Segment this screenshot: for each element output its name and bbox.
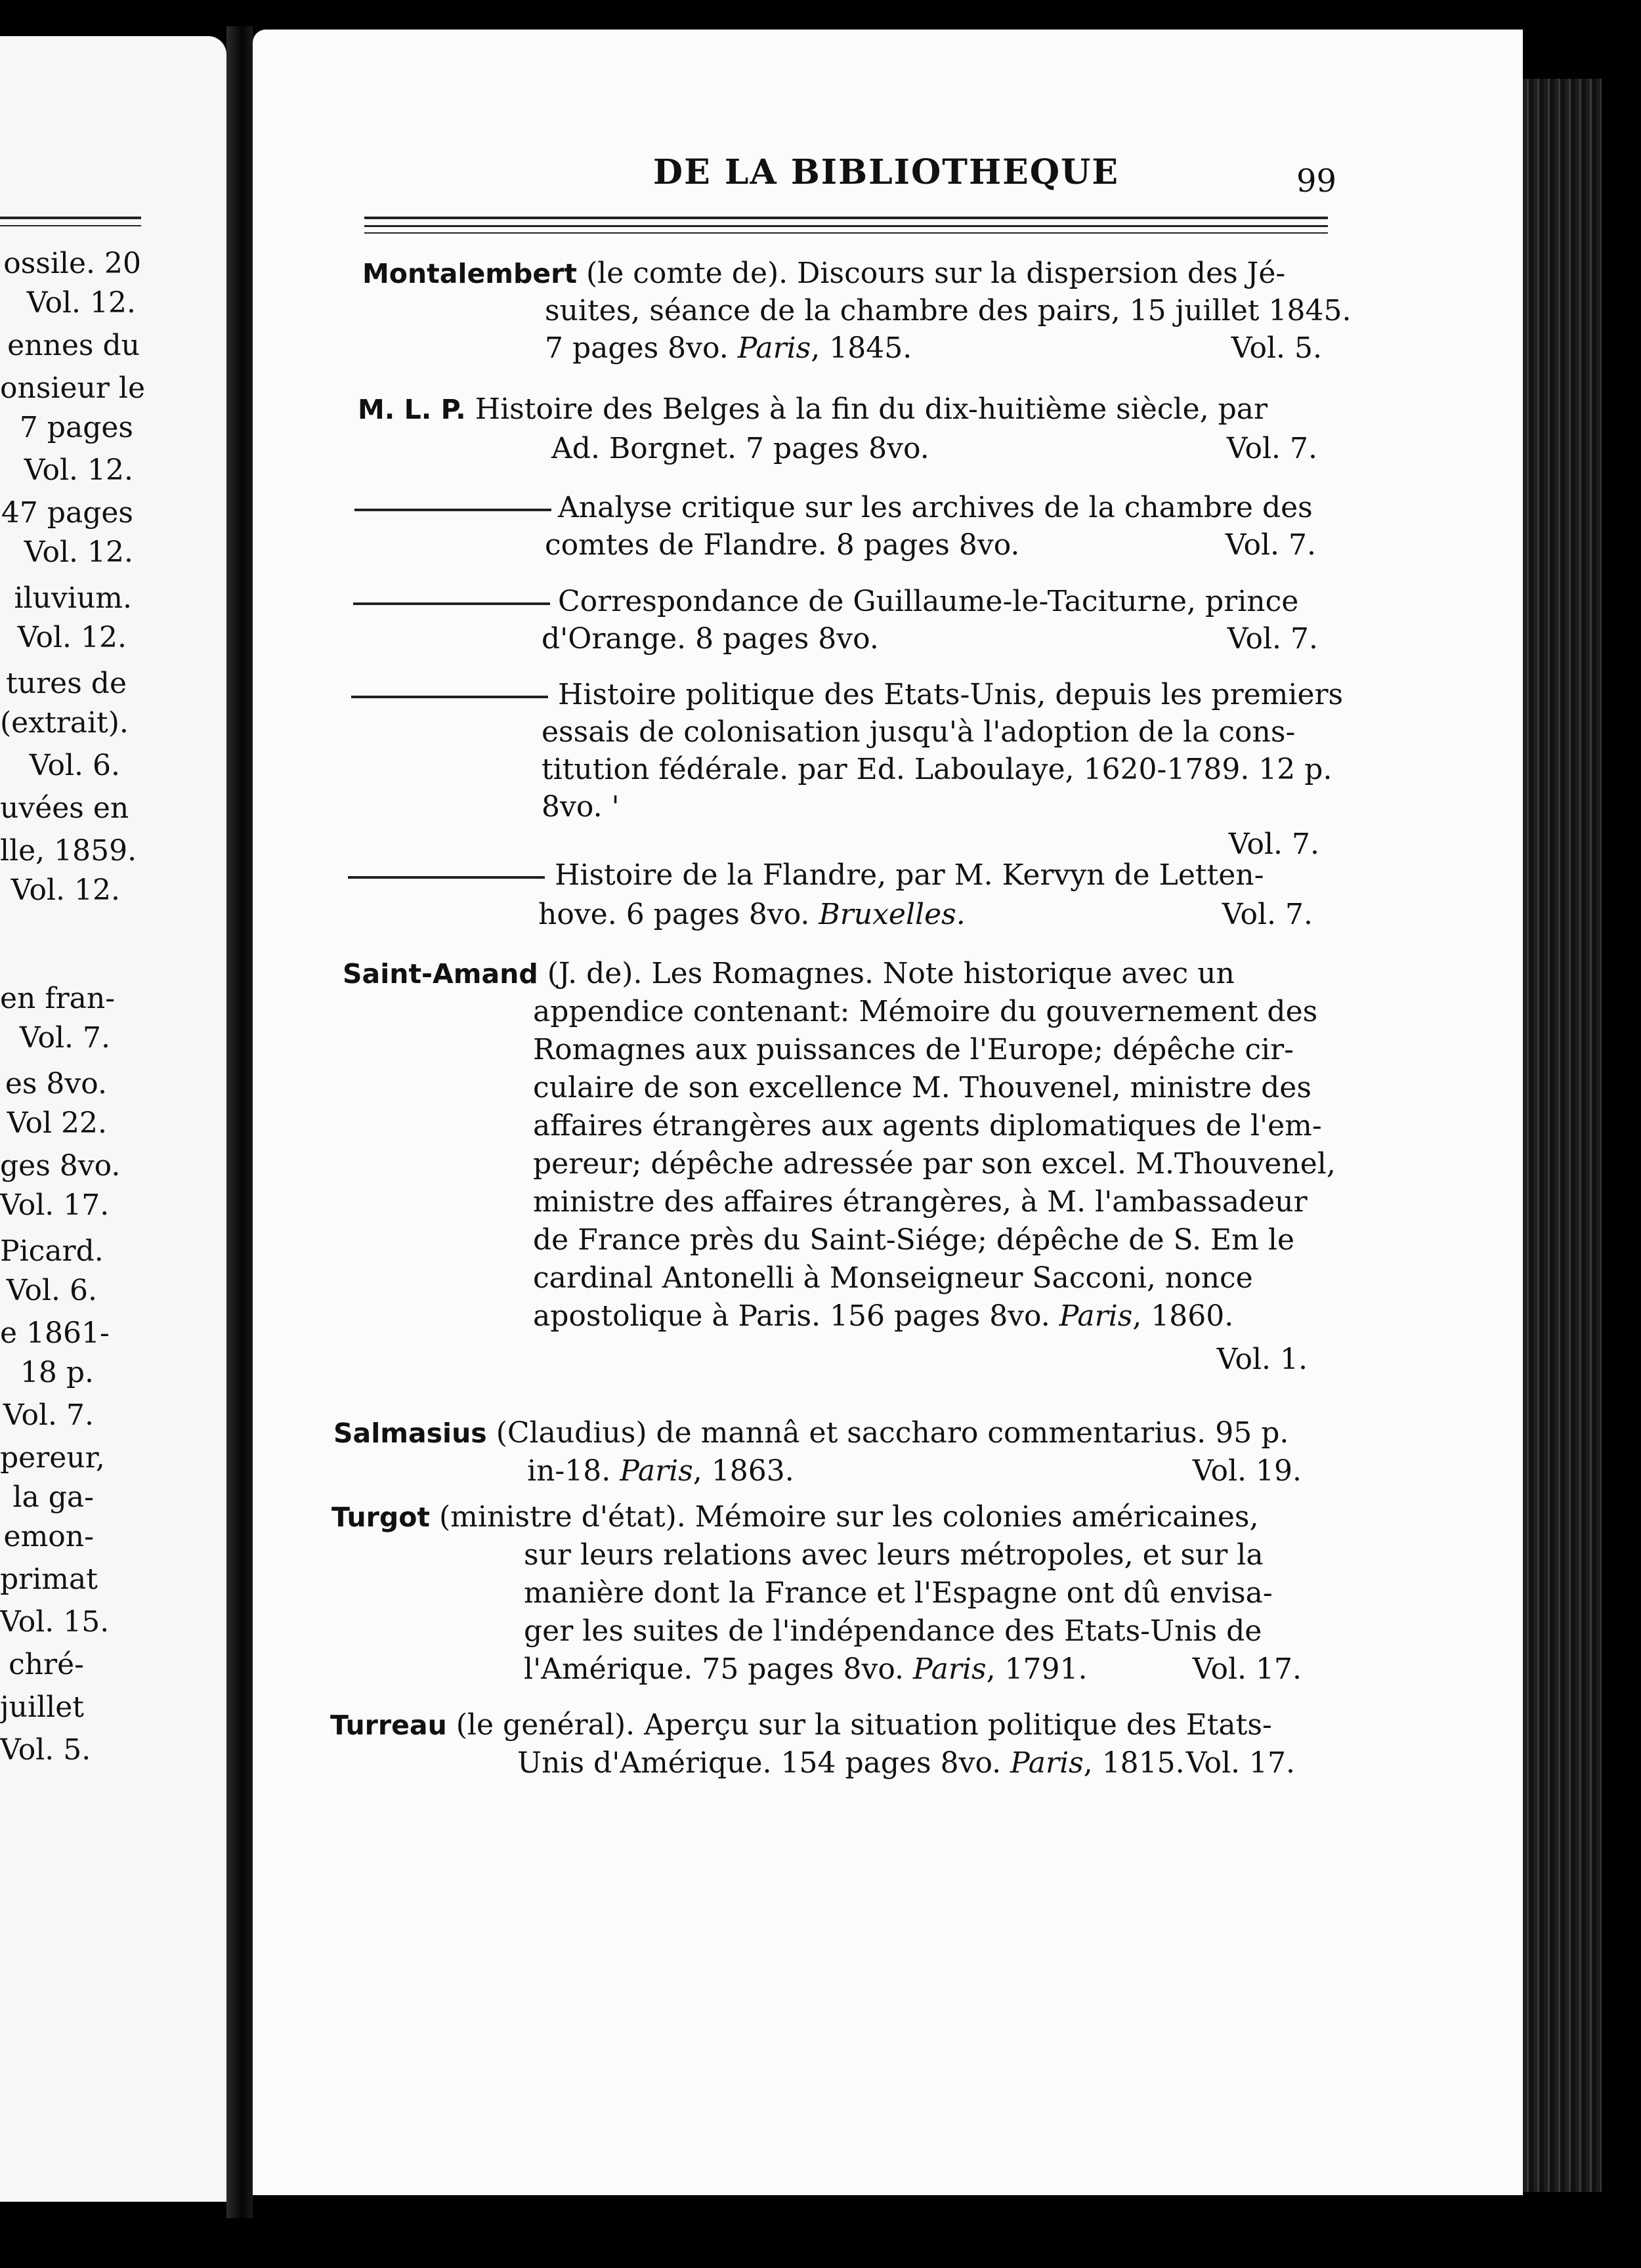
entry-year: , 1860. xyxy=(1132,1299,1234,1333)
entry-line: (le genéral). Aperçu sur la situation politique des Etats- xyxy=(456,1708,1272,1742)
entry-heading: Turgot xyxy=(331,1502,430,1533)
entry-line: affaires étrangères aux agents diplomatiques de l'em- xyxy=(533,1109,1322,1143)
ditto-dash xyxy=(351,696,548,698)
entry-line: Histoire politique des Etats-Unis, depuis les premiers xyxy=(558,678,1344,711)
entry-place: Paris xyxy=(620,1454,693,1488)
previous-page-fragment: 18 p. xyxy=(20,1356,94,1389)
entry-line: (J. de). Les Romagnes. Note historique avec un xyxy=(547,957,1235,990)
previous-page-fragment: Vol. 15. xyxy=(0,1605,110,1639)
previous-page-fragment: primat xyxy=(0,1563,98,1596)
previous-page-fragment: Vol. 12. xyxy=(11,873,120,907)
previous-page-fragment: Picard. xyxy=(0,1234,104,1268)
previous-page-fragment: onsieur le xyxy=(0,371,145,405)
entry-line: l'Amérique. 75 pages 8vo. xyxy=(524,1652,914,1686)
catalog-entry-analyse-critique xyxy=(354,489,1316,568)
previous-page-fragment: Vol. 6. xyxy=(6,1274,97,1307)
previous-page-fragment: 7 pages xyxy=(19,411,133,444)
entry-volume: Vol. 1. xyxy=(1216,1343,1308,1376)
entry-year: , 1863. xyxy=(693,1454,794,1488)
previous-page-fragment: la ga- xyxy=(12,1480,94,1514)
previous-page-fragment: emon- xyxy=(3,1520,94,1553)
previous-page-fragment: Vol. 5. xyxy=(0,1733,91,1767)
entry-volume: Vol. 17. xyxy=(1192,1652,1302,1686)
entry-heading: Saint-Amand xyxy=(343,958,538,990)
page-number: 99 xyxy=(1296,163,1337,200)
entry-volume: Vol. 7. xyxy=(1225,528,1316,562)
previous-page-fragment: 47 pages xyxy=(1,496,133,530)
entry-volume: Vol. 17. xyxy=(1185,1746,1295,1780)
previous-page-fragment: iluvium. xyxy=(14,581,132,615)
ditto-dash xyxy=(353,602,550,605)
entry-place: Paris xyxy=(1010,1746,1084,1780)
previous-page-fragment: en fran- xyxy=(0,982,116,1015)
entry-line: in-18. xyxy=(527,1454,620,1488)
entry-line: (Claudius) de mannâ et saccharo commentarius. 95 p. xyxy=(496,1416,1289,1450)
entry-volume: Vol. 7. xyxy=(1226,432,1317,465)
entry-year: , 1815. xyxy=(1083,1746,1185,1780)
running-head: DE LA BIBLIOTHEQUE xyxy=(653,152,1119,192)
previous-page-fragment: es 8vo. xyxy=(5,1067,107,1101)
catalog-entry-montalembert xyxy=(362,255,1352,373)
entry-line: titution fédérale. par Ed. Laboulaye, 1620-1789. 12 p. xyxy=(542,753,1332,786)
previous-page-fragment: Vol. 12. xyxy=(24,453,133,487)
previous-page-fragment: pereur, xyxy=(0,1441,105,1475)
entry-line: appendice contenant: Mémoire du gouvernement des xyxy=(533,995,1318,1028)
previous-page-fragment: Vol. 6. xyxy=(29,749,120,782)
header-rule xyxy=(364,217,1328,219)
entry-year: , 1791. xyxy=(986,1652,1088,1686)
entry-line: Correspondance de Guillaume-le-Taciturne, prince xyxy=(558,585,1299,618)
entry-line: Histoire des Belges à la fin du dix-huitième siècle, par xyxy=(475,392,1268,426)
previous-page-fragment: Vol. 12. xyxy=(17,621,127,654)
entry-line: Analyse critique sur les archives de la chambre des xyxy=(558,491,1313,524)
entry-line: (ministre d'état). Mémoire sur les colonies américaines, xyxy=(439,1500,1259,1534)
previous-page-fragment: Vol. 7. xyxy=(3,1398,94,1432)
catalog-entry-correspondance xyxy=(353,583,1318,662)
catalog-entry-turgot xyxy=(331,1498,1302,1695)
entry-line: Unis d'Amérique. 154 pages 8vo. xyxy=(517,1746,1011,1780)
entry-volume: Vol. 7. xyxy=(1222,898,1313,931)
entry-line: hove. 6 pages 8vo. xyxy=(538,898,819,931)
entry-line: ministre des affaires étrangères, à M. l'ambassadeur xyxy=(533,1185,1308,1219)
entry-place: Bruxelles. xyxy=(819,898,966,931)
entry-heading: Turreau xyxy=(330,1710,447,1741)
previous-page-fragment: chré- xyxy=(9,1648,84,1681)
previous-page-fragment: juillet xyxy=(0,1690,84,1724)
entry-place: Paris xyxy=(737,331,811,365)
catalog-entry-turreau xyxy=(330,1706,1295,1785)
entry-line: manière dont la France et l'Espagne ont dû envisa- xyxy=(524,1576,1273,1610)
header-rule-thin xyxy=(364,232,1328,234)
book-spine xyxy=(226,26,253,2218)
previous-page-fragment: uvées en xyxy=(0,791,129,825)
entry-heading: M. L. P. xyxy=(358,394,466,425)
previous-page-fragment: Vol 22. xyxy=(7,1106,107,1140)
ditto-dash xyxy=(348,876,545,879)
entry-line: pereur; dépêche adressée par son excel. M.Thouvenel, xyxy=(533,1147,1336,1181)
catalog-entry-saint-amand xyxy=(343,955,1336,1401)
catalog-entry-histoire-politique xyxy=(351,676,1344,866)
entry-line: suites, séance de la chambre des pairs, 15 juillet 1845. xyxy=(545,294,1352,327)
entry-line: essais de colonisation jusqu'à l'adoption de la cons- xyxy=(542,715,1296,749)
entry-volume: Vol. 7. xyxy=(1227,622,1318,656)
previous-page-fragment: tures de xyxy=(6,667,127,700)
catalog-entry-histoire-flandre xyxy=(348,856,1313,935)
entry-year: , 1845. xyxy=(811,331,912,365)
header-rule-double xyxy=(364,225,1328,227)
previous-page-fragment: Vol. 12. xyxy=(24,536,133,569)
page-edges xyxy=(1523,79,1602,2192)
entry-line: Romagnes aux puissances de l'Europe; dépêche cir- xyxy=(533,1033,1294,1066)
entry-line: de France près du Saint-Siége; dépêche de S. Em le xyxy=(533,1223,1294,1257)
previous-page-fragment: Vol. 12. xyxy=(26,286,136,320)
entry-line: Ad. Borgnet. 7 pages 8vo. xyxy=(551,432,929,465)
previous-page-fragment: (extrait). xyxy=(0,706,129,740)
entry-place: Paris xyxy=(1059,1299,1133,1333)
previous-page-fragment: Vol. 7. xyxy=(19,1021,110,1055)
entry-volume: Vol. 5. xyxy=(1231,331,1322,365)
previous-page-fragment: ossile. 20 xyxy=(3,247,141,280)
previous-page-fragment: lle, 1859. xyxy=(0,834,137,868)
entry-heading: Montalembert xyxy=(362,258,577,289)
entry-volume: Vol. 19. xyxy=(1192,1454,1302,1488)
entry-heading: Salmasius xyxy=(333,1418,487,1449)
entry-line: (le comte de). Discours sur la dispersion des Jé- xyxy=(586,257,1286,290)
catalog-entry-mlp xyxy=(358,390,1317,469)
left-header-rule-thin xyxy=(0,225,141,226)
previous-page-fragment: ennes du xyxy=(7,329,140,362)
entry-line: sur leurs relations avec leurs métropoles, et sur la xyxy=(524,1538,1264,1572)
entry-line: culaire de son excellence M. Thouvenel, ministre des xyxy=(533,1071,1311,1104)
entry-line: Histoire de la Flandre, par M. Kervyn de Letten- xyxy=(555,858,1264,892)
previous-page-fragment: Vol. 17. xyxy=(0,1188,110,1222)
entry-line: d'Orange. 8 pages 8vo. xyxy=(542,622,879,656)
entry-volume: Vol. 7. xyxy=(1228,828,1319,861)
previous-page-fragment: ges 8vo. xyxy=(0,1149,121,1183)
entry-place: Paris xyxy=(913,1652,987,1686)
entry-line: apostolique à Paris. 156 pages 8vo. xyxy=(533,1299,1059,1333)
entry-line: 7 pages 8vo. xyxy=(545,331,738,365)
entry-line: cardinal Antonelli à Monseigneur Sacconi, nonce xyxy=(533,1261,1253,1295)
entry-line: 8vo. ' xyxy=(542,790,620,824)
entry-line: comtes de Flandre. 8 pages 8vo. xyxy=(545,528,1020,562)
ditto-dash xyxy=(354,509,551,511)
previous-page-fragment: e 1861- xyxy=(0,1316,110,1350)
left-header-rule xyxy=(0,217,141,219)
entry-line: ger les suites de l'indépendance des Etats-Unis de xyxy=(524,1614,1262,1648)
catalog-entry-salmasius xyxy=(333,1414,1302,1493)
